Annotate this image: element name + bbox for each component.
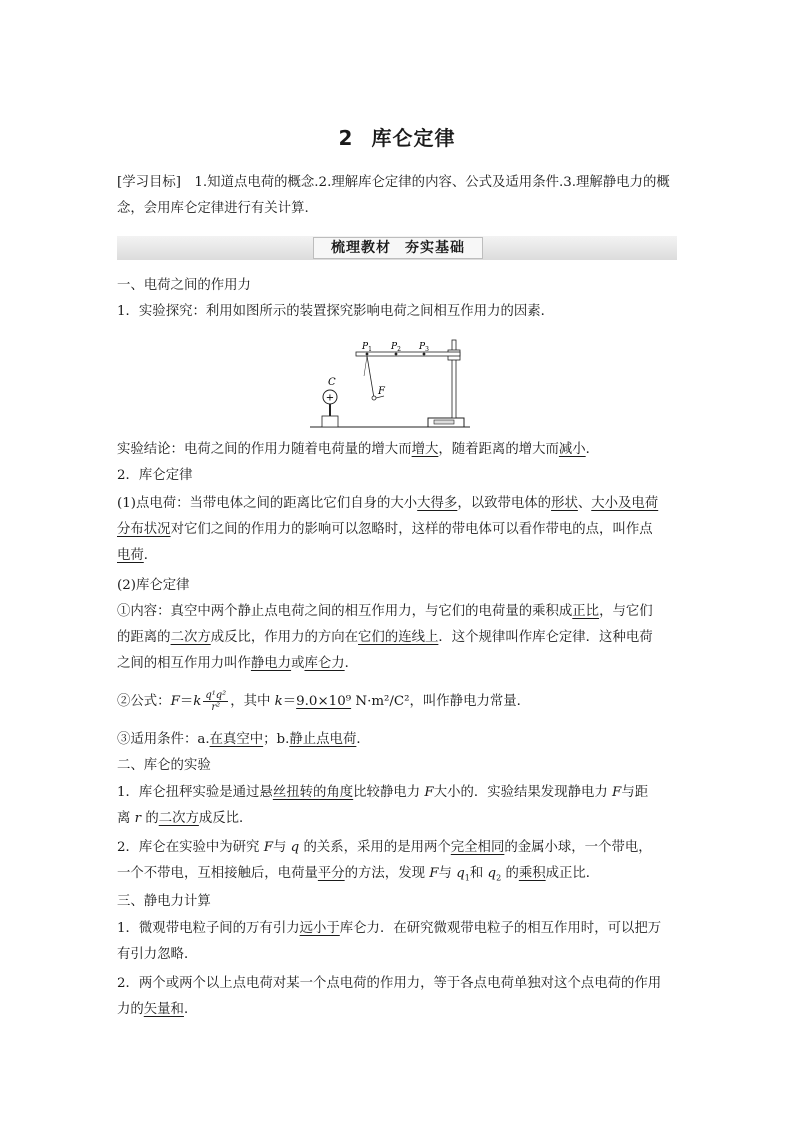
- coulomb-law-content: ①内容：真空中两个静止点电荷之间的相互作用力，与它们的电荷量的乘积成正比，与它们 的距离的二次方成反比，作用力的方向在它们的连线上．这个规律叫作库仑定律．这种电荷 之间的相互作用力叫作静电力或库仑力．: [117, 604, 653, 671]
- applicable-conditions: ③适用条件：a.在真空中；b.静止点电荷．: [117, 732, 370, 747]
- point-charge-definition: (1)点电荷：当带电体之间的距离比它们自身的大小大得多，以致带电体的形状、大小及电荷 分布状况对它们之间的作用力的影响可以忽略时，这样的带电体可以看作带电的点，叫作点 电荷．: [117, 496, 659, 563]
- sec3-item2: 2．两个或两个以上点电荷对某一个点电荷的作用力，等于各点电荷单独对这个点电荷的作用 力的矢量和．: [117, 976, 662, 1017]
- objectives-line-1: [学习目标] 1.知道点电荷的概念.2.理解库仑定律的内容、公式及适用条件.3.理解静电力的概: [117, 175, 670, 190]
- p3-label: $P_3$: [419, 342, 429, 353]
- force-f-label: F: [378, 386, 385, 397]
- section-banner: [117, 236, 677, 260]
- formula-fraction: $\frac{\text{q¹q²}}{\text{r²}}$: [205, 690, 227, 713]
- banner-part-1: 梳理教材: [331, 240, 391, 256]
- coulomb-law-heading: (2)库仑定律: [117, 578, 190, 593]
- p2-label: $P_2$: [391, 342, 401, 353]
- sphere-c-label: C: [328, 377, 336, 388]
- banner-box: [313, 237, 483, 259]
- coulomb-formula: ②公式：F＝k $\frac{\text{q¹q²}}{\text{r²}}$ ，其中 k＝9.0×10⁹ N·m²/C²，叫作静电力常量．: [117, 690, 531, 713]
- sec3-heading: 三、静电力计算: [117, 894, 211, 909]
- p1-label: $P_1$: [362, 342, 372, 353]
- objectives-line-2: 念，会用库仑定律进行有关计算.: [117, 201, 309, 216]
- experiment-conclusion: 实验结论：电荷之间的作用力随着电荷量的增大而增大，随着距离的增大而减小．: [117, 442, 600, 457]
- sec2-item2: 2．库仑在实验中为研究 F与 q 的关系，采用的是用两个完全相同的金属小球，一个带电， 一个不带电，互相接触后，电荷量平分的方法，发现 F与 $q_1$和 $q_2$ 的乘积成正比．: [117, 840, 652, 883]
- learning-objectives: [117, 170, 677, 222]
- page-title: [0, 122, 794, 151]
- sec1-item1: 1．实验探究：利用如图所示的装置探究影响电荷之间相互作用力的因素．: [117, 304, 555, 319]
- experiment-apparatus-figure: [310, 336, 470, 432]
- title-text: 库仑定律: [371, 126, 456, 150]
- section-number: 2: [338, 126, 354, 150]
- sec3-item1: 1．微观带电粒子间的万有引力远小于库仑力．在研究微观带电粒子的相互作用时，可以把万 有引力忽略．: [117, 921, 662, 962]
- plus-sign-label: +: [325, 392, 335, 404]
- sec1-item2: 2．库仑定律: [117, 468, 193, 483]
- banner-part-2: 夯实基础: [405, 240, 465, 256]
- sec1-heading: 一、电荷之间的作用力: [117, 278, 251, 293]
- sec2-item1: 1．库仑扭秤实验是通过悬丝扭转的角度比较静电力 F大小的．实验结果发现静电力 F与距 离 r 的二次方成反比．: [117, 785, 649, 826]
- sec2-heading: 二、库仑的实验: [117, 758, 211, 773]
